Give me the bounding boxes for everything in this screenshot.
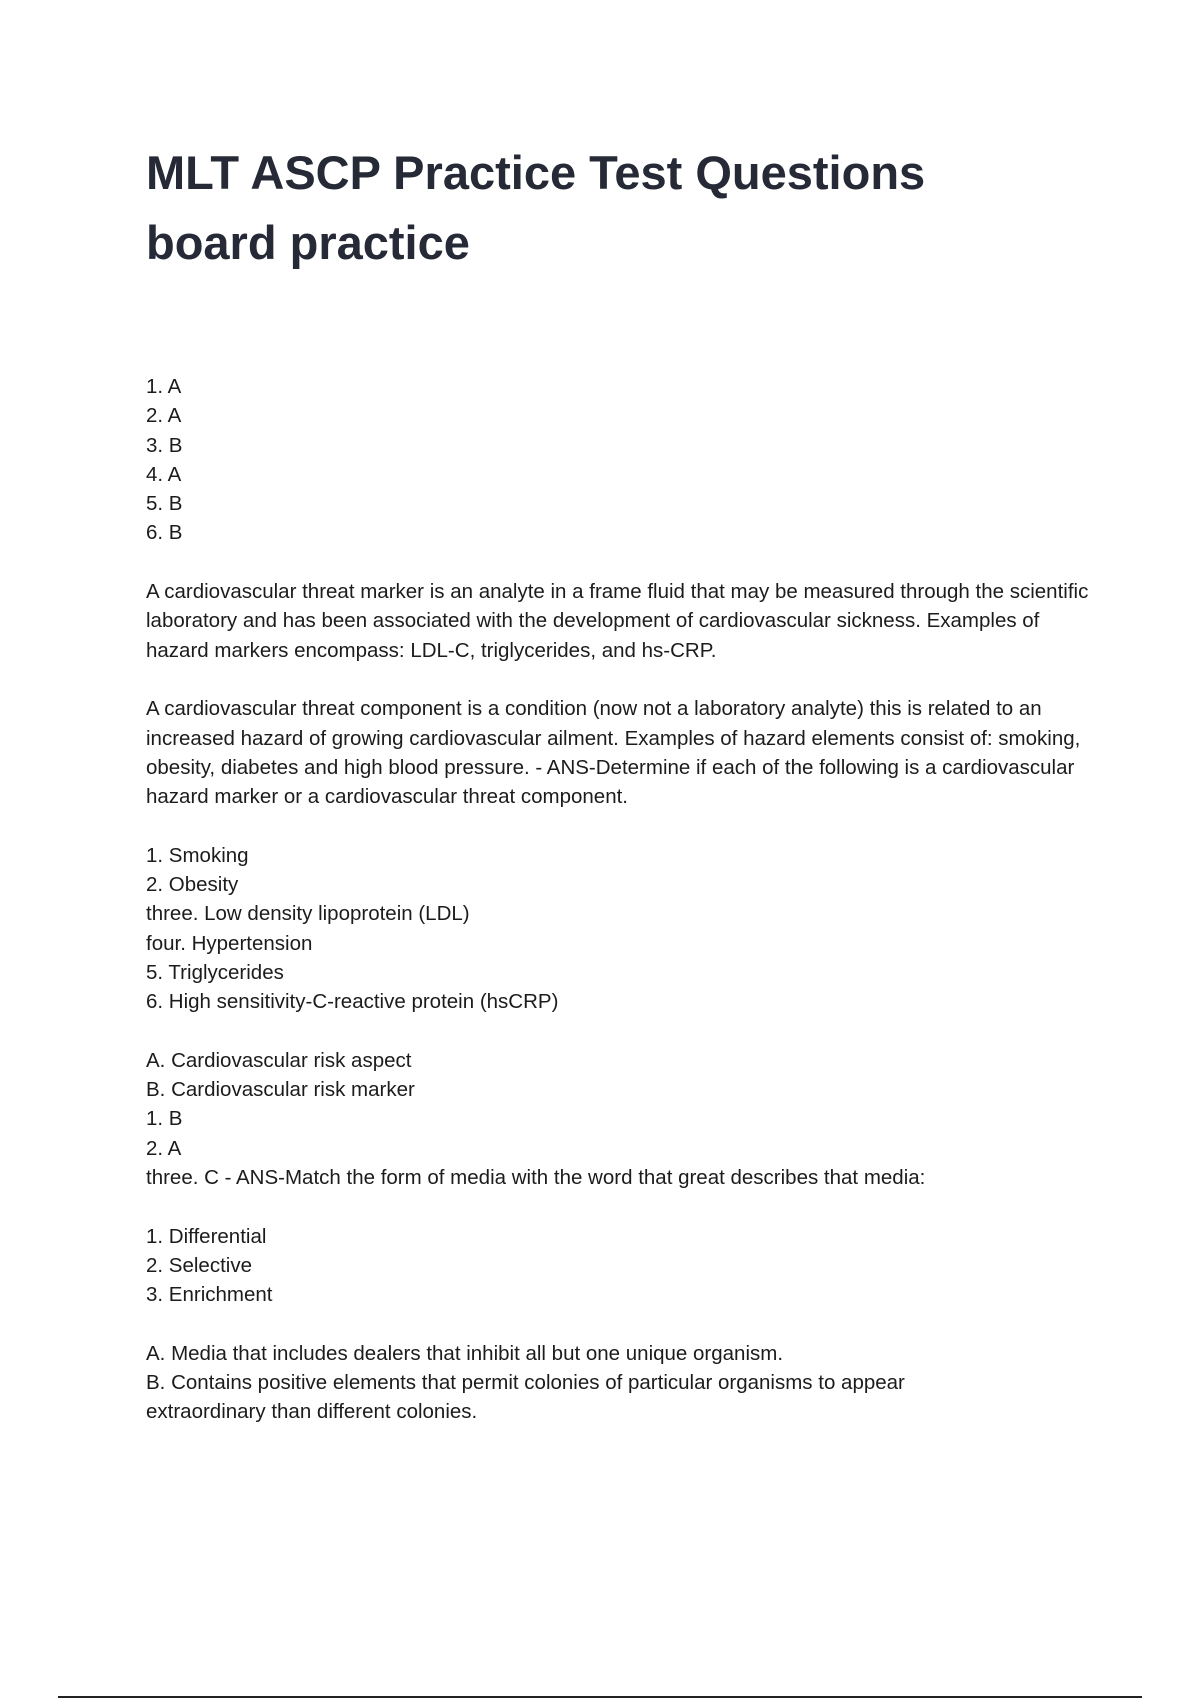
risk-component-paragraph: A cardiovascular threat component is a condition (now not a laboratory analyte) this is related to an increased hazard of growing cardiovascular ailment. Examples of hazard elements consist of: smoking, obesity, diabetes and high blood pressure. - ANS-Determine if each of the following is a cardiovascular hazard marker or a cardiovascular threat component. bbox=[146, 697, 1081, 809]
media-description-a: A. Media that includes dealers that inhibit all but one unique organism. bbox=[146, 1341, 784, 1365]
choice-item: A. Cardiovascular risk aspect bbox=[146, 1048, 412, 1072]
answer-item: 2. A bbox=[146, 1136, 182, 1160]
answer-list bbox=[146, 372, 1096, 548]
answer-item: 1. B bbox=[146, 1107, 183, 1131]
answer-item: 6. B bbox=[146, 521, 183, 545]
media-item: 3. Enrichment bbox=[146, 1283, 273, 1307]
question-item: four. Hypertension bbox=[146, 931, 313, 955]
title-line-1: MLT ASCP Practice Test Questions bbox=[146, 146, 926, 199]
title-line-2: board practice bbox=[146, 216, 470, 269]
media-description-b: B. Contains positive elements that permit colonies of particular organisms to appear extraordinary than different colonies. bbox=[146, 1371, 905, 1424]
question-item-list bbox=[146, 841, 1096, 1017]
answer-item: 2. A bbox=[146, 404, 182, 428]
media-item-list bbox=[146, 1222, 1096, 1310]
choice-item: B. Cardiovascular risk marker bbox=[146, 1078, 415, 1102]
risk-marker-paragraph: A cardiovascular threat marker is an analyte in a frame fluid that may be measured through the scientific laboratory and has been associated with the development of cardiovascular sickness. Examples of hazard markers encompass: LDL-C, triglycerides, and hs-CRP. bbox=[146, 580, 1089, 662]
footer-divider bbox=[58, 1696, 1142, 1698]
question-item: 6. High sensitivity-C-reactive protein (hsCRP) bbox=[146, 990, 559, 1014]
document-body bbox=[146, 372, 1096, 1427]
choices-and-answers bbox=[146, 1046, 1096, 1192]
media-item: 1. Differential bbox=[146, 1224, 267, 1248]
question-item: 2. Obesity bbox=[146, 873, 239, 897]
question-item: three. Low density lipoprotein (LDL) bbox=[146, 902, 470, 926]
answer-item: 4. A bbox=[146, 462, 182, 486]
media-item: 2. Selective bbox=[146, 1253, 252, 1277]
answer-question-line: three. C - ANS-Match the form of media with the word that great describes that media: bbox=[146, 1166, 926, 1190]
document-title bbox=[146, 138, 1076, 278]
media-descriptions bbox=[146, 1339, 1096, 1427]
answer-item: 3. B bbox=[146, 433, 183, 457]
answer-item: 1. A bbox=[146, 375, 182, 398]
answer-item: 5. B bbox=[146, 492, 183, 516]
question-item: 5. Triglycerides bbox=[146, 960, 284, 984]
question-item: 1. Smoking bbox=[146, 843, 249, 867]
